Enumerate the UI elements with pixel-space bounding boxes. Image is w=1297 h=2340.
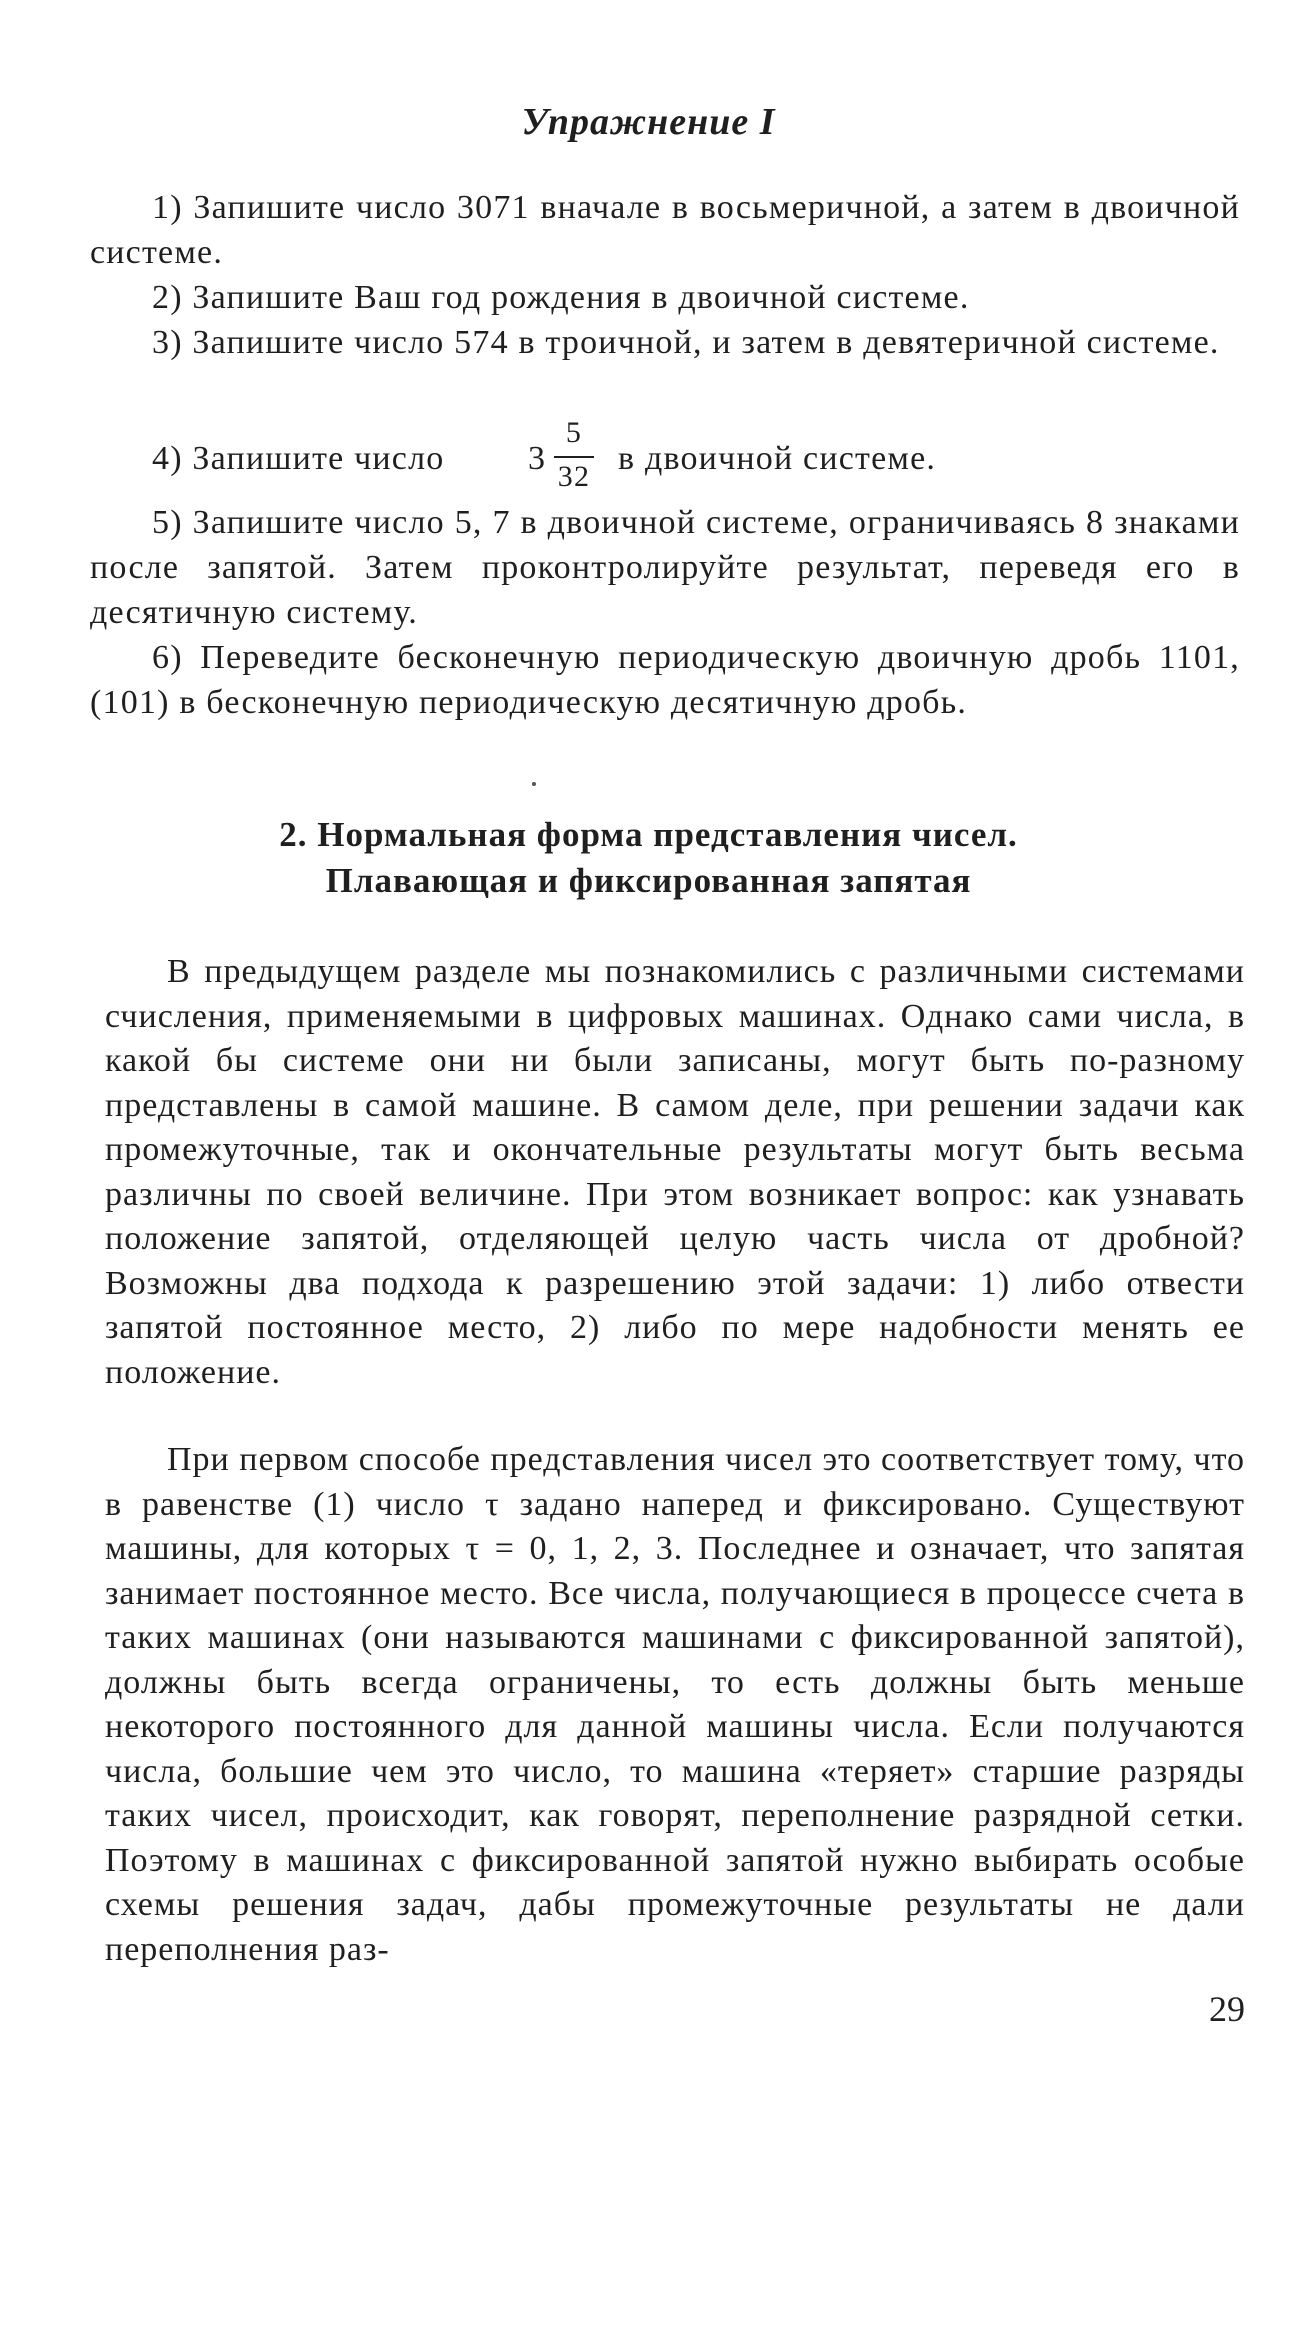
fraction-numerator: 5 [565,416,583,449]
fraction-denominator: 32 [557,460,591,493]
exercise-item-6 [90,635,1240,725]
section-heading-line-1: 2. Нормальная форма представления чисел. [279,815,1018,854]
fraction-bar [554,456,594,458]
page-number: 29 [1209,1989,1245,2029]
paragraph-1-text: В предыдущем разделе мы познакомились с различными системами счисления, применяемыми в цифровых машинах. Однако сами числа, в какой бы системе они ни были записаны, могут быть по-разному представлены в самой машине. В самом деле, при решении задачи как промежуточные, так и окончательные результаты могут быть весьма различны по своей величине. При этом возникает вопрос: как узнавать положение запятой, отделяющей целую часть числа от дробной? Возможны два подхода к разрешению этой задачи: 1) либо отвести запятой постоянное место, 2) либо по мере надобности менять ее положение. [105,953,1245,1391]
exercise-item-4 [90,416,1240,500]
section-heading-line-2: Плавающая и фиксированная запятая [325,861,972,900]
exercise-item-2 [90,275,1240,320]
exercise-item-5-text: 5) Запишите число 5, 7 в двоичной системе, ограничиваясь 8 знаками после запятой. Затем проконтролируйте результат, переведя его в десятичную систему. [90,504,1240,631]
paragraph-2 [105,1438,1245,1972]
exercise-item-4-suffix: в двоичной системе. [618,440,937,477]
exercise-item-6-text: 6) Переведите бесконечную периодическую двоичную дробь 1101,(101) в бесконечную периодическую десятичную дробь. [90,639,1240,721]
exercise-item-1 [90,185,1240,275]
exercise-item-3 [90,320,1240,365]
paragraph-1 [105,950,1245,1395]
fraction-whole: 3 [528,440,547,477]
exercise-item-4-prefix: 4) Запишите число [152,440,445,477]
exercise-item-1-text: 1) Запишите число 3071 вначале в восьмеричной, а затем в двоичной системе. [90,189,1240,271]
paragraph-2-text: При первом способе представления чисел это соответствует тому, что в равенстве (1) число τ задано наперед и фиксировано. Существуют машины, для которых τ = 0, 1, 2, 3. Последнее и означает, что запятая занимает постоянное место. Все числа, получающиеся в процессе счета в таких машинах (они называются машинами с фиксированной запятой), должны быть всегда ограничены, то есть должны быть меньше некоторого постоянного для данной машины числа. Если получаются числа, большие чем это число, то машина «теряет» старшие разряды таких чисел, происходит, как говорят, переполнение разрядной сетки. Поэтому в машинах с фиксированной запятой нужно выбирать особые схемы решения задач, дабы промежуточные результаты не дали переполнения раз- [105,1441,1245,1968]
exercise-item-3-text: 3) Запишите число 574 в троичной, и затем в девятеричной системе. [152,324,1220,361]
print-speck [532,782,536,786]
exercise-title: Упражнение I [521,101,776,143]
exercise-item-2-text: 2) Запишите Ваш год рождения в двоичной системе. [152,279,970,316]
exercise-item-5 [90,500,1240,635]
